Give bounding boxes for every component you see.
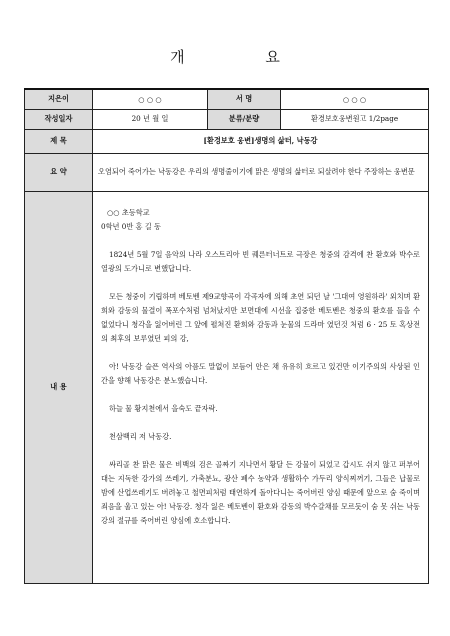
author-label: 지은이 [25,89,93,109]
subject-label: 제 목 [25,129,93,153]
content-body [93,191,429,583]
content-paragraph: 1824년 5월 7일 음악의 나라 오스트리아 빈 퀘른터너트로 극장은 청중의 감격에 찬 환호와 박수로 열광의 도가니로 변했답니다. [101,249,421,273]
overview-form [24,88,429,584]
content-paragraph: 싸리골 찬 맑은 물은 비백의 검은 골짜기 지나면서 황달 든 강물이 되었고 갑시도 쉬지 않고 퍼부어 대는 지독한 강가의 쓰레기, 가축분뇨, 광산 폐수 농약과 생활하수 가두리 양식찌꺼기, 그들은 납물로 밤에 산업쓰레기도 버려놓고 철면피처럼 태연하게 돌아다니는 죽어버린 양심 때문에 앞으로 숨 죽이며 죄음을 울고 있는 아! 낙동강. 청각 잃은 베토벤이 환호와 감동의 박수갈채를 모르듯이 숨 못 쉬는 낙동강의 절규를 죽어버린 양심에 호소합니다. [101,459,421,525]
content-paragraph: 아! 낙동강 슬픈 역사의 아픔도 말없이 보듬어 안은 채 유유히 흐르고 있건만 이기주의의 사상된 인간을 향해 낙동강은 분노했습니다. [101,361,421,385]
signature-value: ○ ○ ○ [281,89,429,109]
content-paragraph: 천삼백리 저 낙동강. [109,431,172,441]
category-value: 환경보호웅변원고 1/2page [281,109,429,129]
summary-label: 요 약 [25,153,93,191]
document-title: 개 요 [170,48,318,66]
content-paragraph: 하늘 물 황지천에서 을숙도 끝자락. [109,403,218,413]
date-label: 작성일자 [25,109,93,129]
category-label: 분류/분량 [208,109,281,129]
author-value: ○ ○ ○ [93,89,208,109]
school-name: ○○ 초등학교 [107,207,150,217]
subject-value: [환경보호 웅변]생명의 삶터, 낙동강 [93,129,429,153]
signature-label: 서 명 [208,89,281,109]
student-name: 0학년 0반 홍 길 동 [101,221,161,231]
summary-value: 오염되어 죽어가는 낙동강은 우리의 생명줄이기에 맑은 생명의 삶터로 되살려야 한다 주장하는 웅변문 [93,153,429,191]
content-label: 내 용 [25,191,93,583]
content-paragraph: 모든 청중이 기립하며 베토벤 제9교향곡이 각곡자에 의해 초연 되던 날 '그대여 영원하라' 외치며 환희와 감동의 물결이 폭포수처럼 넘쳐났지만 보면대에 시선을 집중한 베토벤은 청중의 환호를 들을 수 없었다니 청각을 잃어버린 그 앞에 펼쳐진 환희와 감동과 눈물의 드라마 였던것 처럼 6 · 25 토 혹상전의 최후의 보루였던 피의 강, [101,291,421,343]
date-value: 20 년 월 일 [93,109,208,129]
